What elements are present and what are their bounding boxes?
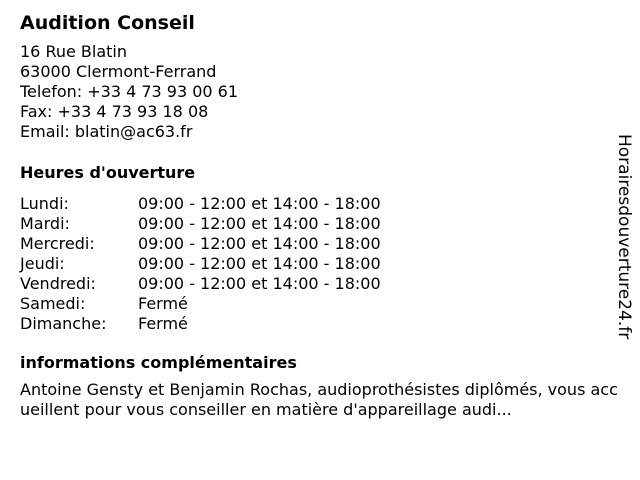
address-block — [20, 42, 620, 142]
hours-row-lundi — [20, 194, 620, 214]
hours-day: Lundi: — [20, 194, 69, 213]
business-name: Audition Conseil — [20, 12, 195, 34]
fax-number: Fax: +33 4 73 93 18 08 — [20, 102, 209, 121]
phone-number: Telefon: +33 4 73 93 00 61 — [20, 82, 239, 101]
street-address: 16 Rue Blatin — [20, 42, 127, 61]
hours-row-mardi — [20, 214, 620, 234]
hours-row-vendredi — [20, 274, 620, 294]
info-description: Antoine Gensty et Benjamin Rochas, audioprothésistes diplômés, vous accueillent pour vous conseiller en matière d'appareillage audi... — [20, 380, 618, 419]
hours-list — [20, 194, 620, 334]
side-brand-watermark: Horairesdouverture24.fr — [614, 134, 634, 340]
hours-time: 09:00 - 12:00 et 14:00 - 18:00 — [138, 194, 381, 213]
hours-day: Mardi: — [20, 214, 70, 233]
business-card — [20, 10, 620, 420]
hours-row-mercredi — [20, 234, 620, 254]
hours-heading: Heures d'ouverture — [20, 163, 196, 182]
postal-city: 63000 Clermont-Ferrand — [20, 62, 217, 81]
hours-day: Mercredi: — [20, 234, 95, 253]
hours-time: 09:00 - 12:00 et 14:00 - 18:00 — [138, 274, 381, 293]
hours-day: Dimanche: — [20, 314, 107, 333]
hours-row-dimanche — [20, 314, 620, 334]
hours-day: Samedi: — [20, 294, 86, 313]
hours-row-samedi — [20, 294, 620, 314]
hours-time: Fermé — [138, 314, 188, 333]
email-address: Email: blatin@ac63.fr — [20, 122, 193, 141]
hours-time: 09:00 - 12:00 et 14:00 - 18:00 — [138, 254, 381, 273]
hours-day: Jeudi: — [20, 254, 65, 273]
hours-time: 09:00 - 12:00 et 14:00 - 18:00 — [138, 214, 381, 233]
info-heading: informations complémentaires — [20, 353, 297, 372]
hours-row-jeudi — [20, 254, 620, 274]
hours-time: 09:00 - 12:00 et 14:00 - 18:00 — [138, 234, 381, 253]
hours-day: Vendredi: — [20, 274, 96, 293]
hours-time: Fermé — [138, 294, 188, 313]
